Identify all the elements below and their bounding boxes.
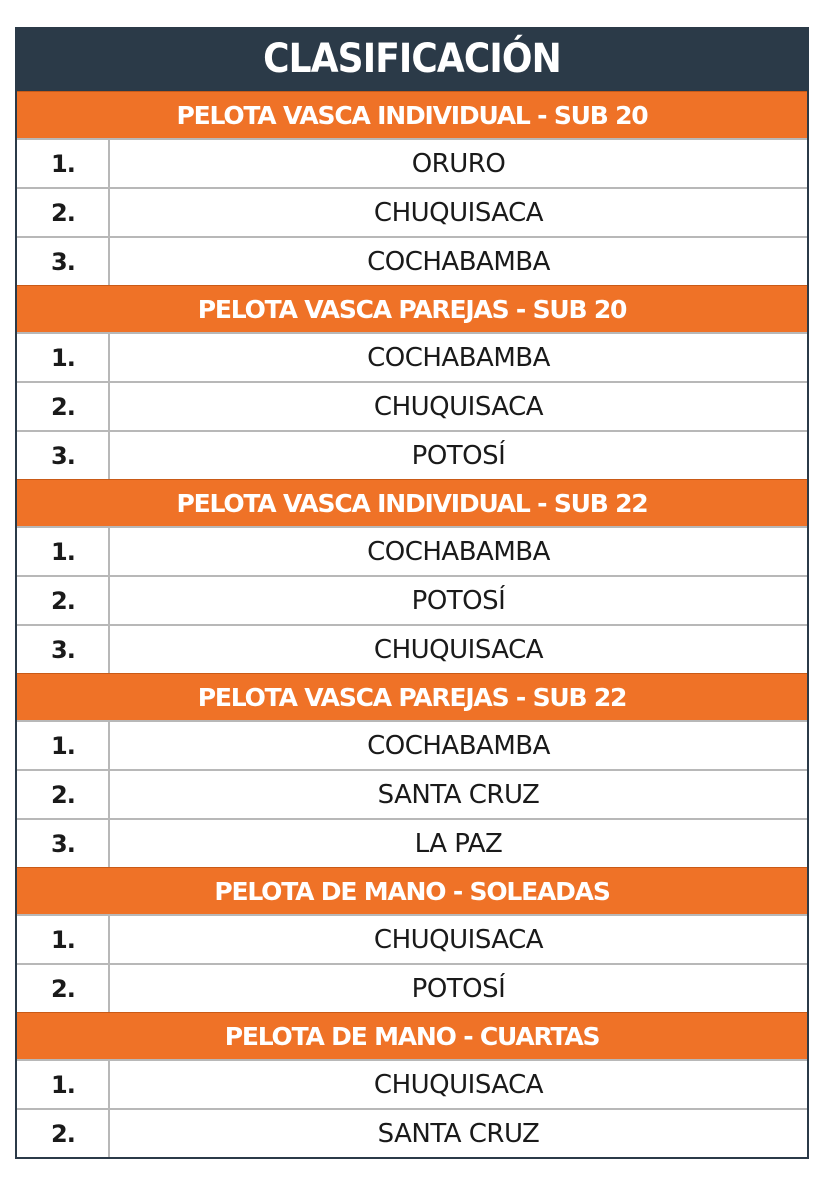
- rank-cell: 3.: [17, 820, 110, 867]
- team-cell: COCHABAMBA: [367, 246, 550, 277]
- team-cell: CHUQUISACA: [373, 634, 544, 665]
- table-row: [17, 430, 807, 479]
- rank-cell: 1.: [17, 140, 110, 187]
- rank-cell: 2.: [17, 965, 110, 1012]
- section-header: PELOTA VASCA INDIVIDUAL - SUB 20: [17, 91, 807, 138]
- rank-cell: 1.: [17, 916, 110, 963]
- section-header: PELOTA VASCA PAREJAS - SUB 20: [17, 285, 807, 332]
- team-cell: COCHABAMBA: [367, 342, 550, 373]
- rank-cell: 1.: [17, 528, 110, 575]
- team-cell: COCHABAMBA: [367, 730, 550, 761]
- table-row: [17, 381, 807, 430]
- team-cell: POTOSÍ: [411, 440, 506, 471]
- table-row: [17, 624, 807, 673]
- section-header: PELOTA DE MANO - SOLEADAS: [17, 867, 807, 914]
- team-cell: CHUQUISACA: [373, 391, 544, 422]
- rank-cell: 3.: [17, 238, 110, 285]
- rank-cell: 2.: [17, 1110, 110, 1157]
- table-row: [17, 1108, 807, 1157]
- team-cell: POTOSÍ: [411, 973, 506, 1004]
- classification-table: [15, 27, 809, 1159]
- rank-cell: 2.: [17, 189, 110, 236]
- section-header: PELOTA DE MANO - CUARTAS: [17, 1012, 807, 1059]
- table-row: [17, 187, 807, 236]
- section-header: PELOTA VASCA INDIVIDUAL - SUB 22: [17, 479, 807, 526]
- table-row: [17, 236, 807, 285]
- table-row: [17, 720, 807, 769]
- rank-cell: 1.: [17, 1061, 110, 1108]
- team-cell: ORURO: [411, 148, 506, 179]
- rank-cell: 3.: [17, 432, 110, 479]
- rank-cell: 2.: [17, 577, 110, 624]
- table-row: [17, 526, 807, 575]
- table-row: [17, 138, 807, 187]
- table-title: CLASIFICACIÓN: [57, 27, 768, 91]
- team-cell: SANTA CRUZ: [377, 1118, 540, 1149]
- rank-cell: 1.: [17, 722, 110, 769]
- rank-cell: 3.: [17, 626, 110, 673]
- table-row: [17, 914, 807, 963]
- table-row: [17, 1059, 807, 1108]
- team-cell: SANTA CRUZ: [377, 779, 540, 810]
- table-row: [17, 818, 807, 867]
- rank-cell: 2.: [17, 383, 110, 430]
- title-bar: [17, 27, 807, 91]
- section-header: PELOTA VASCA PAREJAS - SUB 22: [17, 673, 807, 720]
- team-cell: COCHABAMBA: [367, 536, 550, 567]
- team-cell: CHUQUISACA: [373, 1069, 544, 1100]
- team-cell: LA PAZ: [414, 828, 503, 859]
- rank-cell: 2.: [17, 771, 110, 818]
- table-row: [17, 332, 807, 381]
- table-row: [17, 963, 807, 1012]
- team-cell: POTOSÍ: [411, 585, 506, 616]
- team-cell: CHUQUISACA: [373, 924, 544, 955]
- team-cell: CHUQUISACA: [373, 197, 544, 228]
- table-row: [17, 575, 807, 624]
- rank-cell: 1.: [17, 334, 110, 381]
- table-row: [17, 769, 807, 818]
